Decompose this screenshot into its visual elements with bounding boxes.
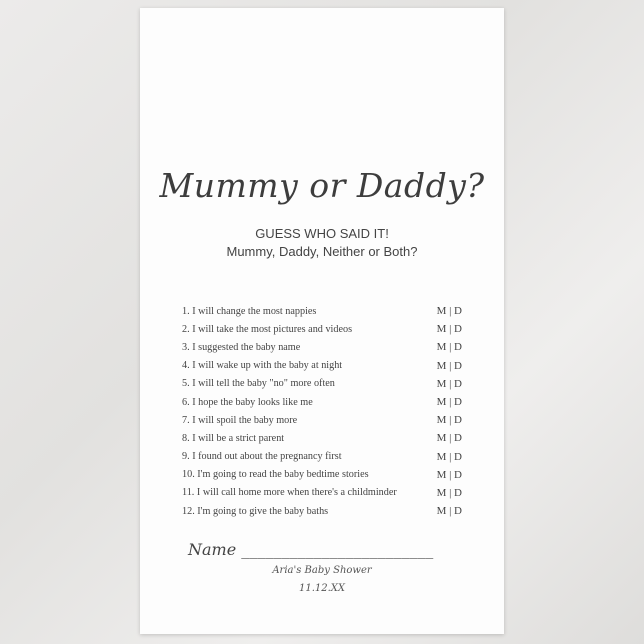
answer-choice: M | D [436,468,462,481]
answer-choice: M | D [436,414,462,427]
answer-choice: M | D [436,359,462,372]
question-text: 6. I hope the baby looks like me [182,396,313,408]
question-row [182,302,462,320]
subtitle-line2: Mummy, Daddy, Neither or Both? [226,244,418,259]
question-row [182,429,462,447]
answer-choice: M | D [436,486,462,499]
question-row [182,411,462,429]
question-row [182,466,462,484]
question-row [182,357,462,375]
name-line: Name ________________________ [188,540,434,559]
event-name: Aria's Baby Shower [272,565,372,576]
question-text: 11. I will call home more when there's a childminder [182,487,397,499]
answer-choice: M | D [436,432,462,445]
question-text: 1. I will change the most nappies [182,305,317,317]
question-text: 12. I'm going to give the baby baths [182,505,329,517]
question-text: 9. I found out about the pregnancy first [182,451,342,463]
question-text: 10. I'm going to read the baby bedtime stories [182,469,369,481]
question-text: 7. I will spoil the baby more [182,414,298,426]
answer-choice: M | D [436,450,462,463]
question-text: 2. I will take the most pictures and videos [182,323,353,335]
game-card [140,8,504,634]
answer-choice: M | D [436,396,462,409]
question-text: 4. I will wake up with the baby at night [182,360,343,372]
answer-choice: M | D [436,305,462,318]
answer-choice: M | D [436,323,462,336]
subtitle-line1: GUESS WHO SAID IT! [255,226,389,241]
question-row [182,502,462,520]
question-row [182,375,462,393]
question-row [182,338,462,356]
answer-choice: M | D [436,505,462,518]
question-text: 3. I suggested the baby name [182,341,301,353]
question-row [182,484,462,502]
question-text: 8. I will be a strict parent [182,432,285,444]
answer-choice: M | D [436,341,462,354]
question-text: 5. I will tell the baby "no" more often [182,378,335,390]
answer-choice: M | D [436,377,462,390]
question-list [182,302,462,520]
question-row [182,393,462,411]
page-title: Mummy or Daddy? [159,166,485,205]
event-date: 11.12.XX [298,583,346,594]
question-row [182,320,462,338]
question-row [182,448,462,466]
